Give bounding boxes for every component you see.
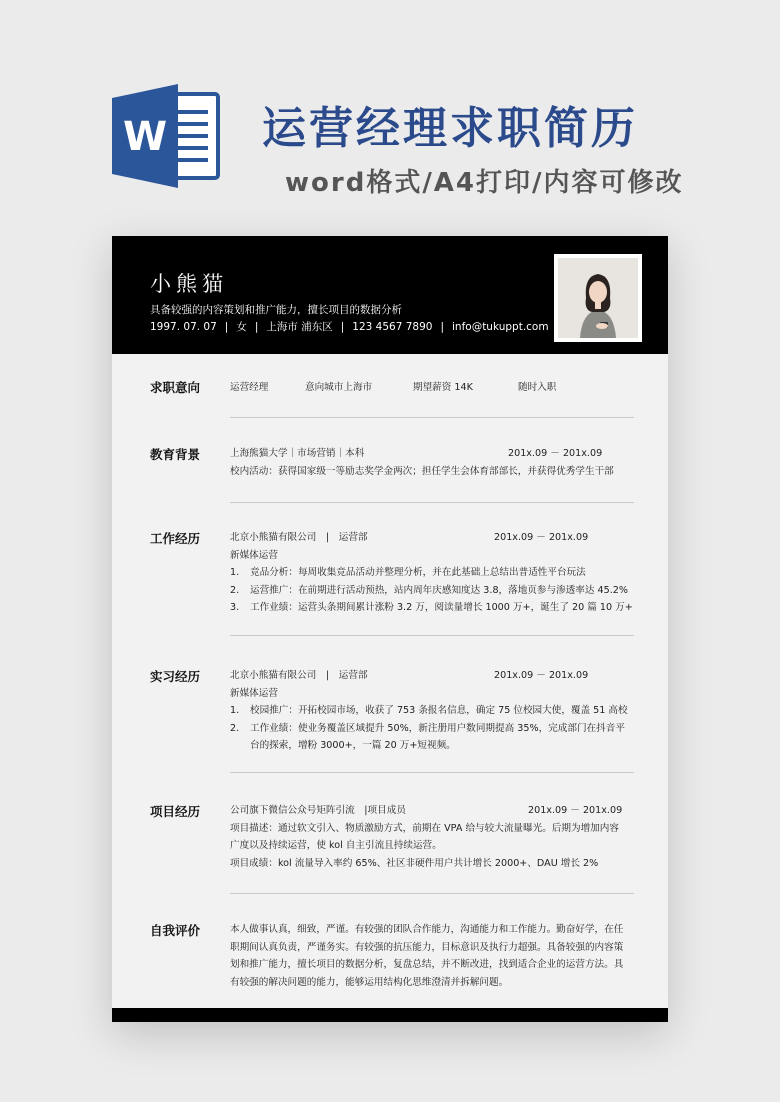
list-item: 3. 工作业绩：运营头条期间累计涨粉 3.2 万，阅读量增长 1000 万+，诞生了 20 篇 10 万+ — [230, 602, 633, 613]
project-name: 公司旗下微信公众号矩阵引流 |项目成员 — [230, 805, 406, 816]
footer-bar — [112, 1008, 668, 1022]
intent-availability: 随时入职 — [518, 382, 557, 393]
banner-subtitle: word格式/A4打印/内容可修改 — [285, 168, 684, 198]
gender: 女 — [236, 321, 247, 333]
word-letter: W — [122, 114, 168, 160]
separator: | — [440, 321, 444, 333]
phone: 123 4567 7890 — [352, 321, 433, 333]
contact-line — [150, 319, 549, 334]
divider — [230, 417, 634, 418]
school-info: 上海熊猫大学｜市场营销｜本科 — [230, 448, 365, 459]
divider — [230, 893, 634, 894]
resume-sheet — [112, 236, 668, 1022]
education-date: 201x.09 － 201x.09 — [508, 448, 603, 459]
internship-company: 北京小熊猫有限公司 | 运营部 — [230, 670, 368, 681]
portrait-illustration — [558, 258, 638, 338]
banner — [0, 0, 780, 236]
word-document-icon — [112, 84, 222, 188]
section-project — [150, 802, 634, 892]
work-date: 201x.09 － 201x.09 — [494, 532, 589, 543]
separator: | — [254, 321, 259, 333]
list-item: 2. 运营推广：在前期进行活动预热，站内周年庆感知度达 3.8，落地页参与渗透率达 45.2% — [230, 584, 629, 596]
project-result: 项目成绩：kol 流量导入率约 65%、社区非硬件用户共计增长 2000+、DAU 增长 2% — [230, 857, 599, 869]
section-job-intent — [150, 378, 634, 418]
candidate-name: 小熊猫 — [150, 272, 228, 296]
section-education — [150, 445, 634, 495]
list-item: 1. 竞品分析：每周收集竞品活动并整理分析，并在此基础上总结出普适性平台玩法 — [230, 567, 586, 578]
section-internship — [150, 667, 634, 777]
separator: | — [224, 321, 229, 333]
intent-salary: 期望薪资 14K — [413, 382, 473, 393]
section-title: 自我评价 — [150, 923, 201, 938]
section-title: 项目经历 — [150, 804, 201, 819]
section-work-experience — [150, 529, 634, 639]
self-line: 本人做事认真，细致，严谨。有较强的团队合作能力，沟通能力和工作能力。勤奋好学，在任 — [230, 924, 624, 935]
work-company: 北京小熊猫有限公司 | 运营部 — [230, 532, 368, 543]
list-item-continued: 台的探索，增粉 3000+，一篇 20 万+短视频。 — [250, 740, 456, 751]
list-item: 2. 工作业绩：使业务覆盖区域提升 50%，新注册用户数同期提高 35%，完成部门在抖音平 — [230, 722, 625, 734]
intent-city: 意向城市上海市 — [305, 382, 373, 393]
candidate-photo — [558, 258, 638, 338]
photo-frame — [554, 254, 642, 342]
email: info@tukuppt.com — [452, 321, 549, 333]
location: 上海市 浦东区 — [266, 321, 333, 333]
internship-date: 201x.09 － 201x.09 — [494, 670, 589, 681]
section-title: 实习经历 — [150, 669, 201, 684]
candidate-tagline: 具备较强的内容策划和推广能力，擅长项目的数据分析 — [150, 304, 402, 316]
separator: | — [340, 321, 345, 333]
self-line: 有较强的解决问题的能力，能够运用结构化思维澄清并拆解问题。 — [230, 976, 509, 988]
banner-title: 运营经理求职简历 — [262, 103, 638, 154]
project-description: 项目描述：通过软文引入、物质激励方式，前期在 VPA 给与较大流量曝光。后期为增加内容 — [230, 822, 619, 834]
project-date: 201x.09 － 201x.09 — [528, 805, 623, 816]
list-item: 1. 校园推广：开拓校园市场，收获了 753 条报名信息，确定 75 位校园大使，覆盖 51 高校 — [230, 705, 628, 716]
birth-date: 1997. 07. 07 — [150, 321, 217, 333]
project-description-continued: 广度以及持续运营，使 kol 自主引流且持续运营。 — [230, 840, 442, 851]
section-title: 求职意向 — [150, 380, 201, 395]
section-title: 教育背景 — [150, 447, 201, 462]
divider — [230, 502, 634, 503]
section-self-evaluation — [150, 921, 634, 1001]
self-line: 划和推广能力，擅长项目的数据分析，复盘总结，并不断改进，找到适合企业的运营方法。具 — [230, 959, 624, 970]
intent-position: 运营经理 — [230, 382, 269, 393]
resume-header — [112, 236, 668, 354]
education-activity: 校内活动：获得国家级一等励志奖学金两次；担任学生会体育部部长，并获得优秀学生干部 — [230, 465, 614, 477]
self-line: 职期间认真负责，严谨务实。有较强的抗压能力，目标意识及执行力超强。具备较强的内容策 — [230, 941, 624, 953]
internship-role: 新媒体运营 — [230, 687, 278, 699]
divider — [230, 772, 634, 773]
section-title: 工作经历 — [150, 531, 201, 546]
divider — [230, 635, 634, 636]
work-role: 新媒体运营 — [230, 549, 278, 561]
